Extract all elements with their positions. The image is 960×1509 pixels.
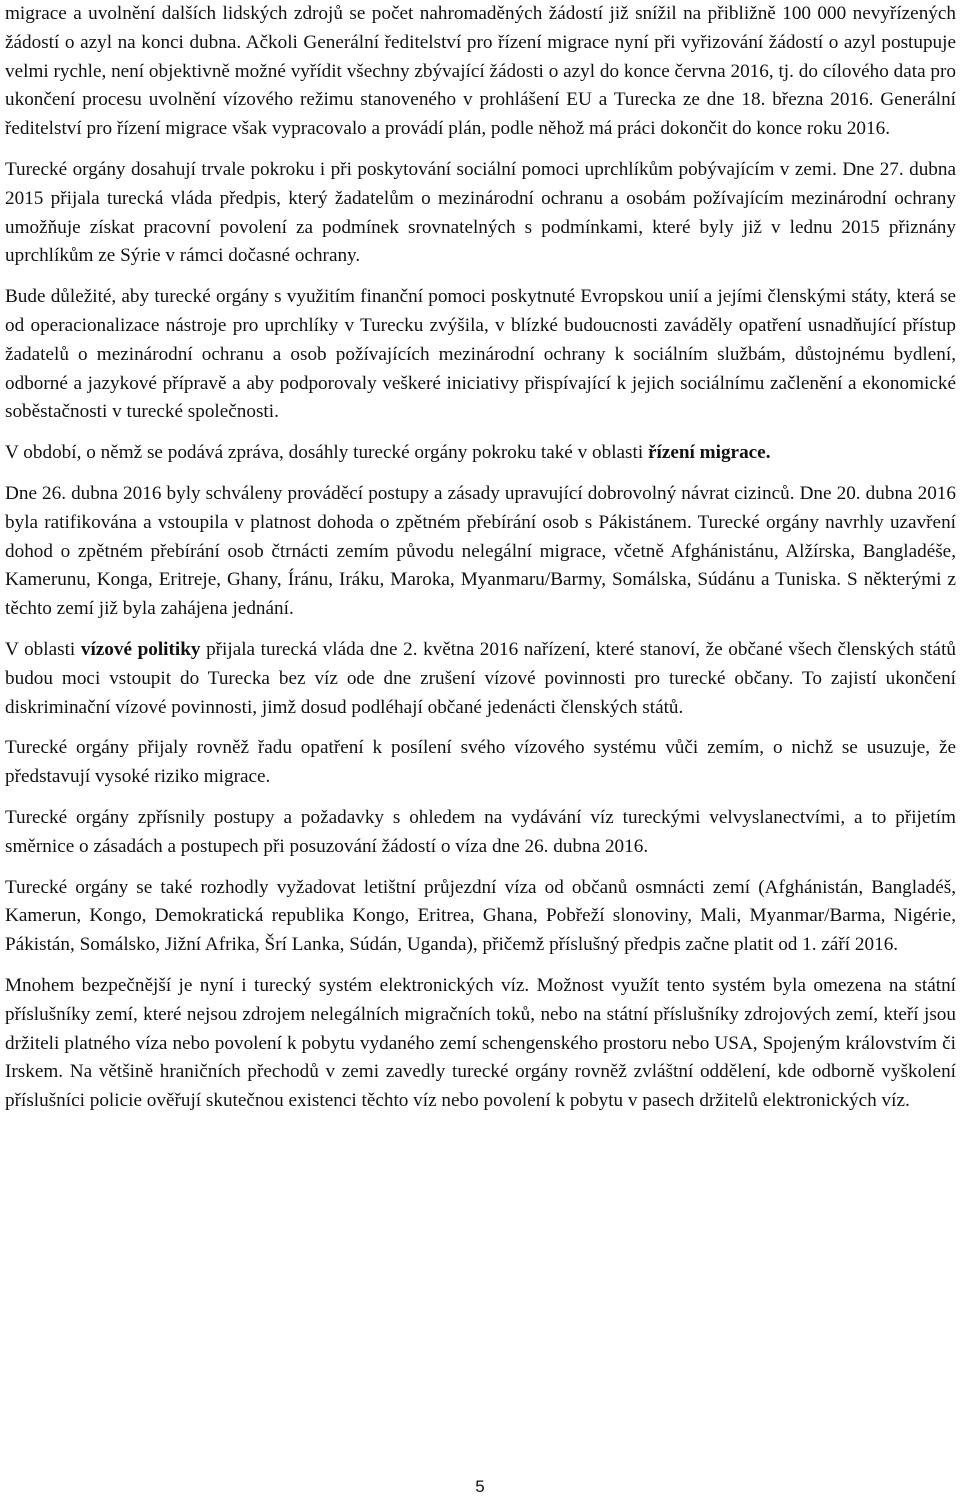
paragraph-visa-system-measures: Turecké orgány přijaly rovněž řadu opatření k posílení svého vízového systému vůči zemím, o nichž se usuzuje, že představují vysoké riziko migrace. [5,737,956,788]
paragraph-visa-policy [5,636,956,722]
paragraph-text: V období, o němž se podává zpráva, dosáhly turecké orgány pokroku také v oblasti [5,442,648,464]
paragraph-readmission-agreements: Dne 26. dubna 2016 byly schváleny prováděcí postupy a zásady upravující dobrovolný návrat cizinců. Dne 20. dubna 2016 byla ratifikována a vstoupila v platnost dohoda o zpětném přebírání osob s Pákistánem. Turecké orgány navrhly uzavření dohod o zpětném přebírání osob čtrnácti zemím původu nelegální migrace, včetně Afghánistánu, Alžírska, Bangladéše, Kamerunu, Konga, Eritreje, Ghany, Íránu, Iráku, Maroka, Myanmaru/Barmy, Somálska, Súdánu a Tuniska. S některými z těchto zemí již byla zahájena jednání. [5,482,956,620]
paragraph-airport-transit-visas: Turecké orgány se také rozhodly vyžadovat letištní průjezdní víza od občanů osmnácti zemí (Afghánistán, Bangladéš, Kamerun, Kongo, Demokratická republika Kongo, Eritrea, Ghana, Pobřeží slonoviny, Mali, Myanmar/Barma, Nigérie, Pákistán, Somálsko, Jižní Afrika, Šrí Lanka, Súdán, Uganda), přičemž příslušný předpis začne platit od 1. září 2016. [5,876,956,956]
paragraph-migration-management-intro [5,439,956,468]
paragraph-integration-measures: Bude důležité, aby turecké orgány s využitím finanční pomoci poskytnuté Evropskou unií a jejími členskými státy, která se od operacionalizace nástroje pro uprchlíky v Turecku zvýšila, v blízké budoucnosti zaváděly opatření usnadňující přístup žadatelů o mezinárodní ochranu a osob požívajících mezinárodní ochrany k sociálním službám, důstojnému bydlení, odborné a jazykové přípravě a aby podporovaly veškeré iniciativy přispívající k jejich sociálnímu začlenění a ekonomické soběstačnosti v turecké společnosti. [5,286,956,423]
bold-term-visa-policy: vízové politiky [80,638,201,660]
paragraph-text: V oblasti [5,638,81,660]
paragraph-asylum-backlog: migrace a uvolnění dalších lidských zdrojů se počet nahromaděných žádostí již snížil na přibližně 100 000 nevyřízených žádostí o azyl na konci dubna. Ačkoli Generální ředitelství pro řízení migrace nyní při vyřizování žádostí o azyl postupuje velmi rychle, není objektivně možné vyřídit všechny zbývající žádosti o azyl do konce června 2016, tj. do cílového data pro ukončení procesu uvolnění vízového režimu stanoveného v prohlášení EU a Turecka ze dne 18. března 2016. Generální ředitelství pro řízení migrace však vypracovalo a provádí plán, podle něhož má práci dokončit do konce roku 2016. [5,3,956,140]
paragraph-electronic-visa-system: Mnohem bezpečnější je nyní i turecký systém elektronických víz. Možnost využít tento systém byla omezena na státní příslušníky zemí, které nejsou zdrojem nelegálních migračních toků, nebo na státní příslušníky zdrojových zemí, kteří jsou držiteli platného víza nebo povolení k pobytu vydaného zemí schengenského prostoru nebo USA, Spojeným královstvím či Irskem. Na většině hraničních přechodů v zemi zavedly turecké orgány rovněž zvláštní oddělení, kde odborně vyškolení příslušníci policie ověřují skutečnou existenci těchto víz nebo povolení k pobytu v pasech držitelů elektronických víz. [5,974,956,1112]
paragraph-text: přijala turecká vláda dne 2. května 2016 nařízení, které stanoví, že občané všech členských států budou moci vstoupit do Turecka bez víz ode dne zrušení vízové povinnosti pro turecké občany. To zajistí ukončení diskriminační vízové povinnosti, jimž dosud podléhají občané jedenácti členských států. [5,638,956,718]
document-page [5,0,956,1128]
bold-term-migration-management: řízení migrace. [647,442,771,464]
page-number: 5 [475,1477,485,1496]
paragraph-embassy-procedures: Turecké orgány zpřísnily postupy a požadavky s ohledem na vydávání víz tureckými velvyslanectvími, a to přijetím směrnice o zásadách a postupech při posuzování žádostí o víza dne 26. dubna 2016. [5,806,956,857]
paragraph-social-assistance: Turecké orgány dosahují trvale pokroku i při poskytování sociální pomoci uprchlíkům pobývajícím v zemi. Dne 27. dubna 2015 přijala turecká vláda předpis, který žadatelům o mezinárodní ochranu a osobám požívajícím mezinárodní ochrany umožňuje získat pracovní povolení za podmínek srovnatelných s podmínkami, které byly již v lednu 2015 přiznány uprchlíkům ze Sýrie v rámci dočasné ochrany. [5,158,956,267]
